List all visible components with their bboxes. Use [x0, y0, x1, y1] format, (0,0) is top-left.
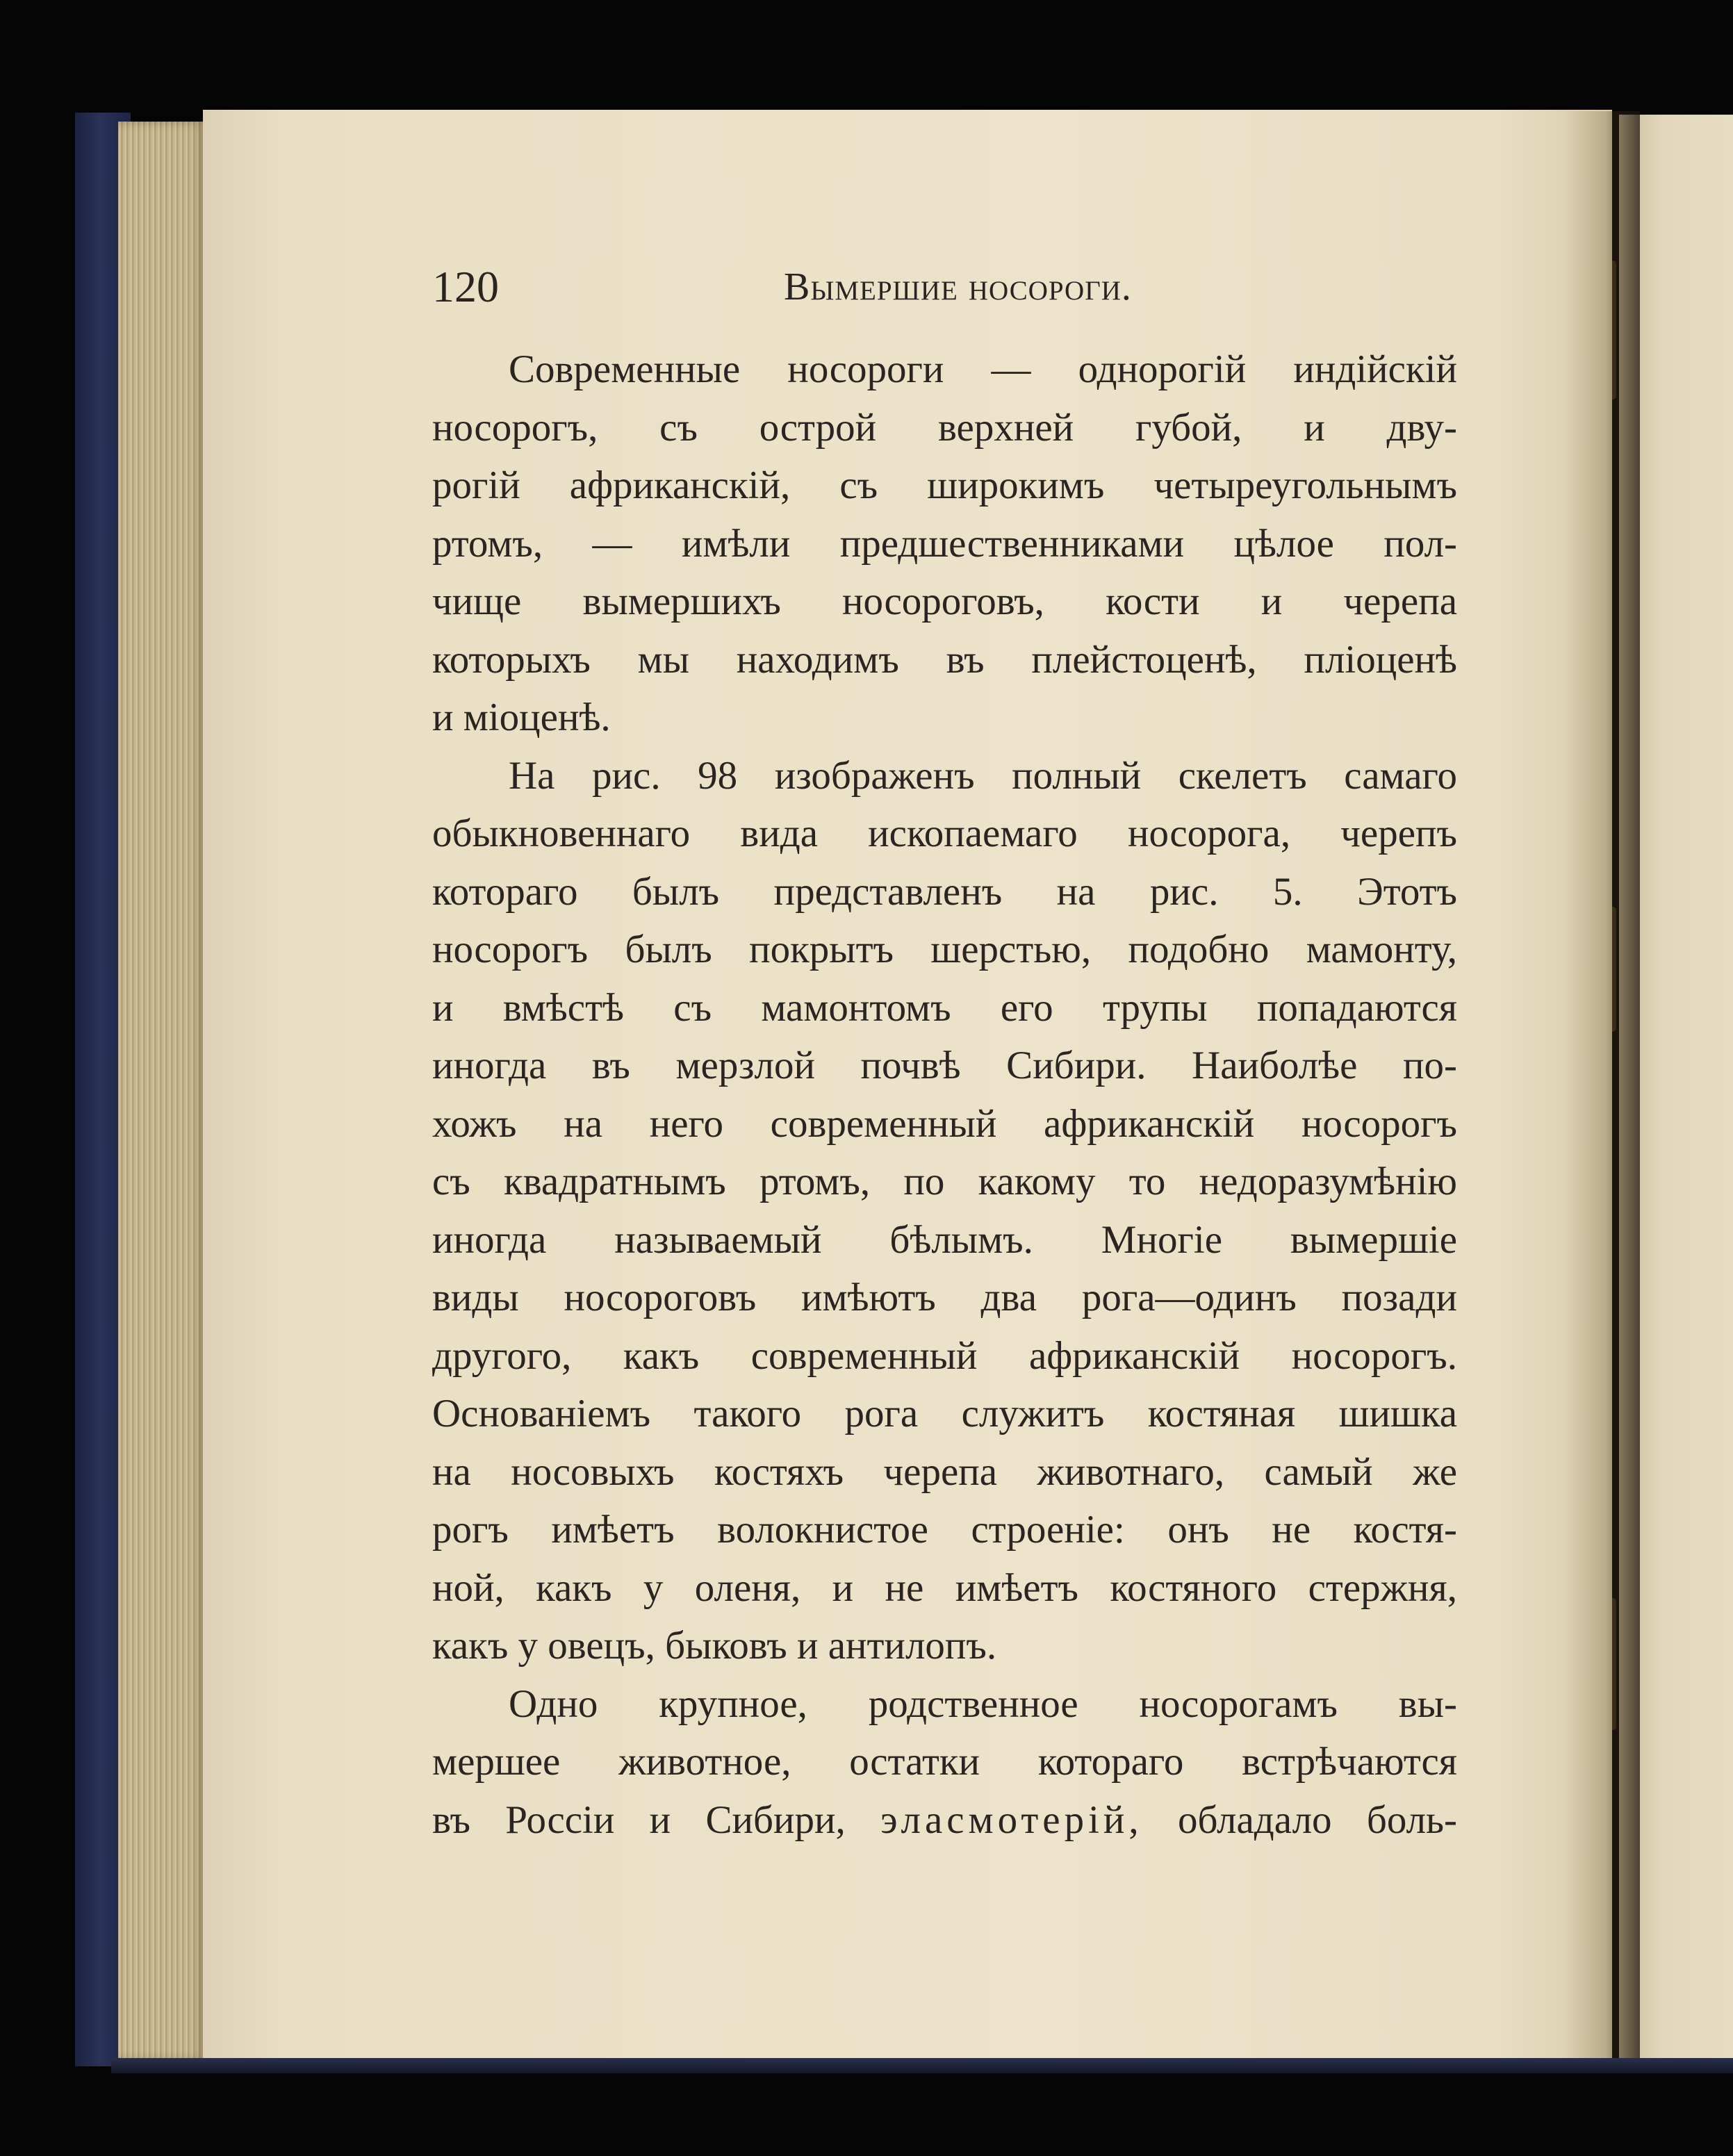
text-line: и міоценѣ.: [432, 696, 611, 739]
text-line: обыкновеннаго вида ископаемаго носорога, черепъ: [432, 812, 1457, 855]
text-line-mixed: [432, 1791, 1457, 1850]
text-fragment: обладало боль-: [1177, 1797, 1457, 1842]
text-line: носорогъ, съ острой верхней губой, и дву-: [432, 405, 1457, 450]
running-head: [432, 256, 1454, 318]
text-line: виды носороговъ имѣютъ два рога—одинъ позади: [432, 1276, 1457, 1319]
text-line: иногда въ мерзлой почвѣ Сибири. Наиболѣе по-: [432, 1044, 1457, 1087]
text-line: носорогъ былъ покрытъ шерстью, подобно мамонту,: [432, 928, 1457, 971]
page-edges: [118, 122, 205, 2060]
running-title: Вымершие носороги.: [784, 265, 1132, 308]
text-line: съ квадратнымъ ртомъ, по какому то недоразумѣнію: [432, 1160, 1457, 1203]
text-line: котораго былъ представленъ на рис. 5. Этотъ: [432, 869, 1457, 914]
text-line: какъ у овецъ, быковъ и антилопъ.: [432, 1624, 997, 1668]
text-line: Основаніемъ такого рога служитъ костяная шишка: [432, 1392, 1457, 1435]
text-line: На рис. 98 изображенъ полный скелетъ самаго: [509, 753, 1457, 798]
text-line: чище вымершихъ носороговъ, кости и черепа: [432, 579, 1457, 623]
text-line: которыхъ мы находимъ въ плейстоценѣ, пліоценѣ: [432, 637, 1457, 682]
text-line: рогъ имѣетъ волокнистое строеніе: онъ не костя-: [432, 1508, 1457, 1552]
text-line: ной, какъ у оленя, и не имѣетъ костяного стержня,: [432, 1565, 1457, 1610]
book-bottom-edge: [111, 2058, 1733, 2073]
body-text: [432, 340, 1457, 1849]
text-line: Современные носороги — однорогій индійскій: [509, 347, 1457, 391]
text-line: другого, какъ современный африканскій носорогъ.: [432, 1333, 1457, 1378]
text-line: и вмѣстѣ съ мамонтомъ его трупы попадаются: [432, 985, 1457, 1030]
text-line: ртомъ, — имѣли предшественниками цѣлое пол-: [432, 521, 1457, 566]
spaced-term: эласмотерій,: [880, 1797, 1143, 1842]
text-line: хожъ на него современный африканскій носорогъ: [432, 1101, 1457, 1146]
page-number: 120: [432, 262, 499, 311]
text-line: иногда называемый бѣлымъ. Многіе вымершіе: [432, 1217, 1457, 1262]
text-line: рогій африканскій, съ широкимъ четыреугольнымъ: [432, 463, 1457, 507]
text-line: на носовыхъ костяхъ черепа животнаго, самый же: [432, 1449, 1457, 1494]
text-fragment: въ Россіи и Сибири,: [432, 1797, 846, 1842]
text-line: Одно крупное, родственное носорогамъ вы-: [509, 1681, 1457, 1726]
text-line: мершее животное, остатки котораго встрѣчаются: [432, 1740, 1457, 1784]
page-gutter-shadow: [1563, 111, 1640, 2061]
